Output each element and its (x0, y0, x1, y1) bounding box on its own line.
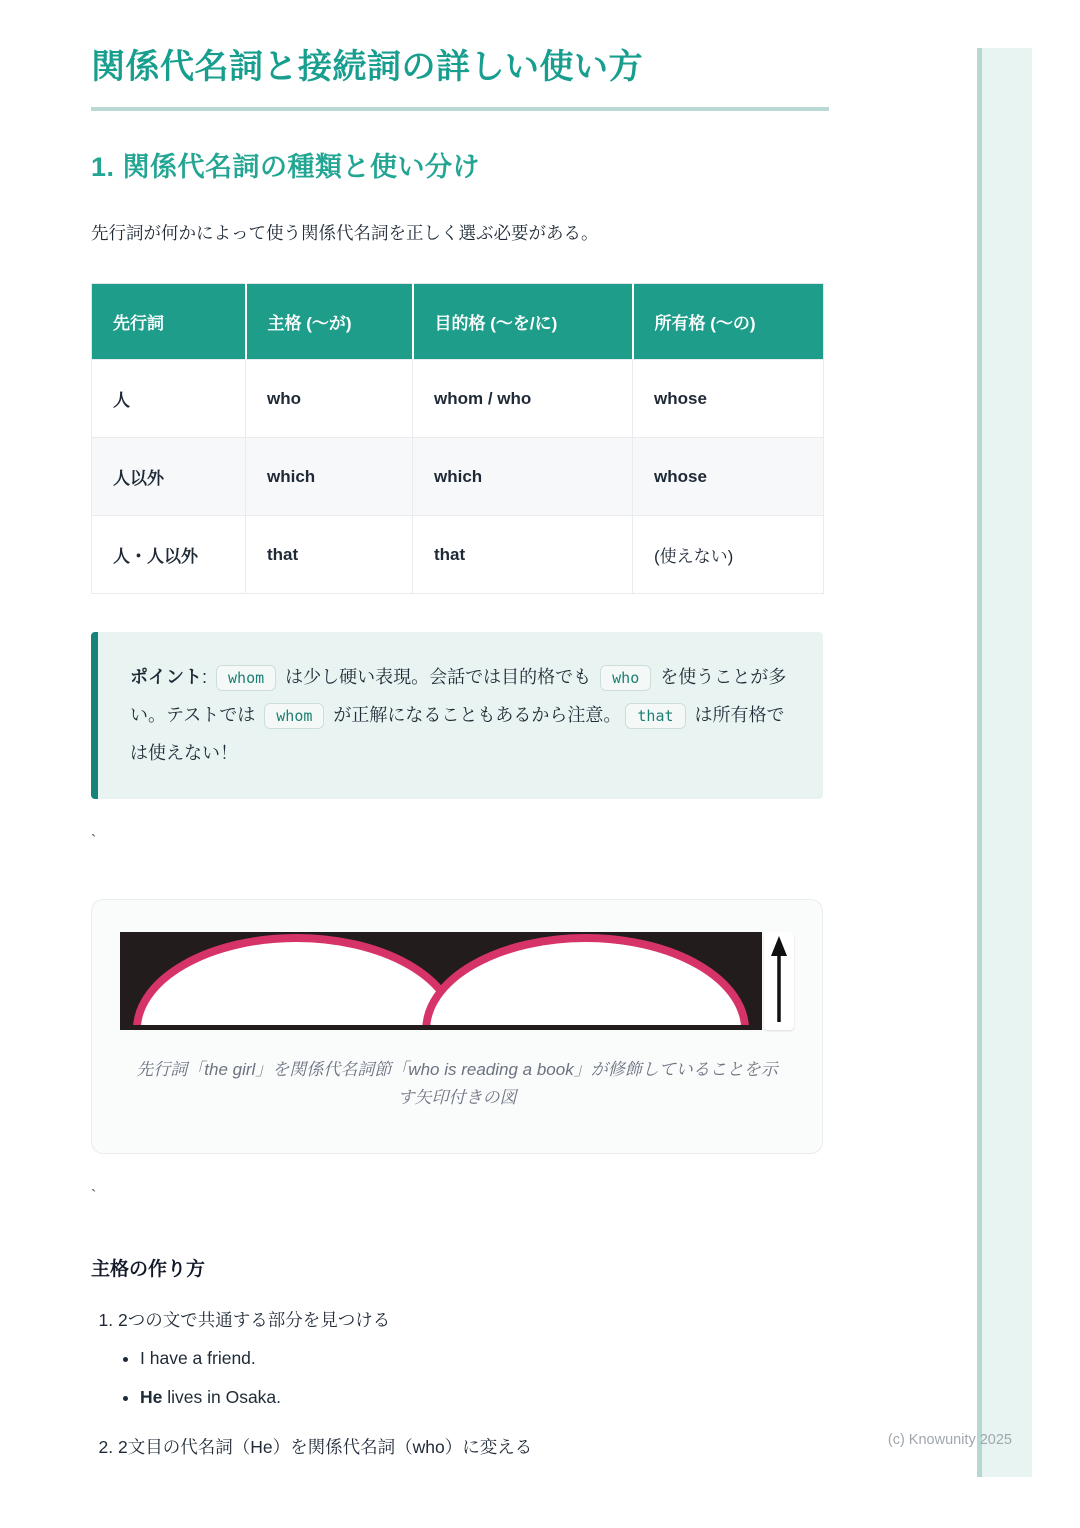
point-callout-text (130, 659, 793, 772)
point-callout (91, 632, 823, 799)
table-cell: that (413, 516, 633, 594)
table-cell: whose (633, 438, 824, 516)
table-cell: 人以外 (92, 438, 246, 516)
bold-text: He (140, 1386, 163, 1407)
table-header-cell: 主格 (〜が) (246, 284, 413, 360)
table-row (92, 438, 824, 516)
stray-backtick-2: ` (91, 1187, 97, 1205)
stray-backtick-1: ` (91, 833, 97, 851)
table-cell: whom / who (413, 360, 633, 438)
table-cell: who (246, 360, 413, 438)
table-header-row (92, 284, 824, 360)
footer-copyright: (c) Knowunity 2025 (887, 1432, 1012, 1448)
howto-step-text: 2つの文で共通する部分を見つける (118, 1309, 391, 1330)
table-cell: that (246, 516, 413, 594)
intro-text: 先行詞が何かによって使う関係代名詞を正しく選ぶ必要がある。 (91, 223, 599, 244)
howto-step (118, 1307, 829, 1408)
inline-code-chip: that (625, 703, 685, 729)
text-segment: を使うことが多い。テストでは (130, 667, 787, 725)
howto-step-text: 2文目の代名詞（He）を関係代名詞（who）に変える (118, 1436, 533, 1457)
example-sentences-list (118, 1348, 829, 1408)
bold-text: ポイント (130, 667, 202, 688)
table-body (92, 360, 824, 594)
relative-pronoun-table (91, 283, 824, 594)
inline-code-chip: who (600, 665, 651, 691)
table-header-cell: 目的格 (〜を/に) (413, 284, 633, 360)
howto-steps-list (91, 1307, 829, 1459)
example-sentence (140, 1348, 829, 1369)
page-title: 関係代名詞と接続詞の詳しい使い方 (91, 48, 643, 86)
figure-caption: 先行詞「the girl」を関係代名詞節「who is reading a book」が修飾していることを示す矢印付きの図 (136, 1060, 778, 1107)
text-segment: : (202, 667, 213, 688)
howto-step (118, 1434, 829, 1459)
section-heading: 1. 関係代名詞の種類と使い分け (91, 152, 481, 183)
text-segment: は所有格では使えない！ (130, 704, 785, 763)
howto-heading: 主格の作り方 (91, 1258, 206, 1280)
text-segment: が正解になることもあるから注意。 (328, 704, 622, 725)
figure-card (91, 899, 823, 1153)
table-cell: which (246, 438, 413, 516)
inline-code-chip: whom (216, 665, 276, 691)
table-row (92, 360, 824, 438)
right-accent-bar (977, 48, 1032, 1477)
table-cell: 人・人以外 (92, 516, 246, 594)
arcs-diagram-image (120, 932, 762, 1030)
table-cell: 人 (92, 360, 246, 438)
inline-code-chip: whom (264, 703, 324, 729)
table-header-cell: 先行詞 (92, 284, 246, 360)
text-segment: lives in Osaka. (162, 1386, 282, 1407)
up-arrow-strip (764, 932, 794, 1030)
table-header-cell: 所有格 (〜の) (633, 284, 824, 360)
document-content (91, 0, 829, 1459)
table-row (92, 516, 824, 594)
title-divider (91, 107, 829, 111)
table-cell: which (413, 438, 633, 516)
table-cell: (使えない) (633, 516, 824, 594)
text-segment: は少し硬い表現。会話では目的格でも (280, 667, 597, 688)
text-segment: I have a friend. (140, 1347, 256, 1368)
table-cell: whose (633, 360, 824, 438)
up-arrow-icon (764, 932, 794, 1030)
example-sentence (140, 1387, 829, 1408)
figure-banner-row (120, 932, 794, 1030)
